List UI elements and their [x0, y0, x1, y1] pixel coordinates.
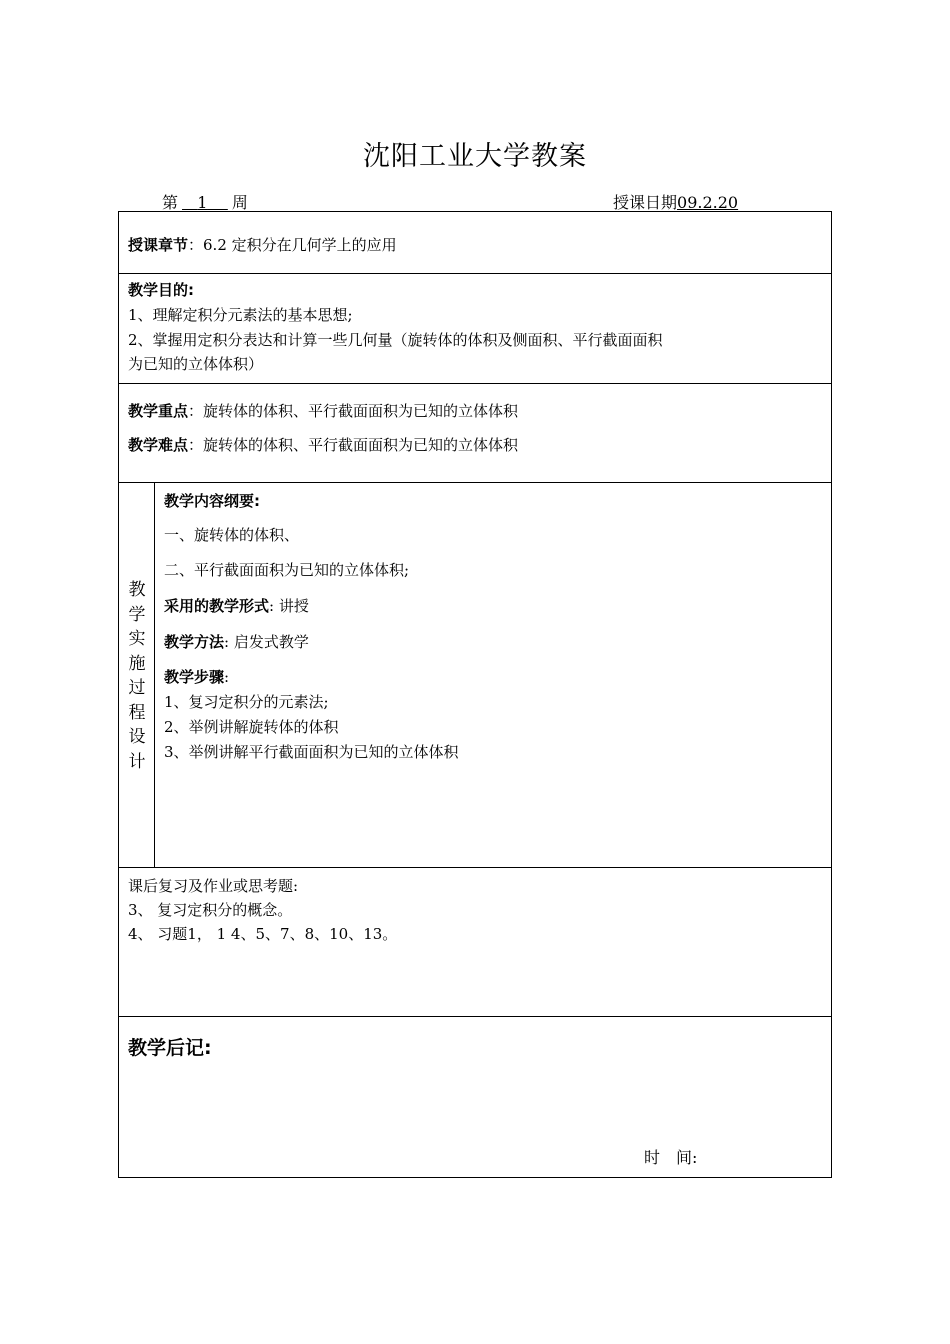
- postscript-row: [119, 1017, 831, 1177]
- date-line: [613, 190, 738, 213]
- key-points-value: ：旋转体的体积、平行截面面积为已知的立体体积: [188, 402, 519, 420]
- steps-label: 教学步骤: [164, 668, 225, 686]
- chapter-row: [119, 212, 831, 274]
- outline-label: 教学内容纲要:: [164, 492, 260, 510]
- form-label: 采用的教学形式: [164, 597, 270, 615]
- step-item: 2、举例讲解旋转体的体积: [164, 718, 339, 736]
- objective-item: 为已知的立体体积）: [128, 355, 264, 373]
- key-points-label: 教学重点: [128, 402, 189, 420]
- process-side-label: 教学实施过程设计: [128, 580, 146, 772]
- difficulties-value: ：旋转体的体积、平行截面面积为已知的立体体积: [188, 436, 519, 454]
- week-suffix: 周: [231, 193, 248, 212]
- step-item: 1、复习定积分的元素法;: [164, 693, 329, 711]
- difficulties-label: 教学难点: [128, 436, 189, 454]
- method-value: : 启发式教学: [224, 633, 309, 651]
- outline-item: 一、旋转体的体积、: [164, 526, 300, 544]
- steps-colon: :: [224, 668, 230, 686]
- week-prefix: 第: [162, 193, 179, 212]
- date-label: 授课日期: [613, 193, 678, 212]
- objectives-row: [119, 274, 831, 384]
- date-value: 09.2.20: [677, 193, 739, 212]
- homework-item: 3、 复习定积分的概念。: [128, 901, 293, 919]
- lesson-plan-table: [118, 211, 832, 1178]
- objective-item: 1、理解定积分元素法的基本思想;: [128, 306, 353, 324]
- time-label: 时 间:: [644, 1148, 698, 1167]
- chapter-value: ：6.2 定积分在几何学上的应用: [188, 236, 397, 254]
- form-value: : 讲授: [269, 597, 309, 615]
- week-number: 1: [197, 193, 208, 212]
- step-item: 3、举例讲解平行截面面积为已知的立体体积: [164, 743, 459, 761]
- document-title: 沈阳工业大学教案: [363, 141, 587, 172]
- homework-label: 课后复习及作业或思考题:: [128, 877, 299, 895]
- outline-item: 二、平行截面面积为已知的立体体积;: [164, 561, 410, 579]
- method-label: 教学方法: [164, 633, 225, 651]
- homework-item: 4、 习题1， 1 4、5、7、8、10、13。: [128, 925, 398, 943]
- objectives-label: 教学目的:: [128, 281, 194, 299]
- week-line: [162, 190, 248, 213]
- postscript-label: 教学后记:: [128, 1037, 212, 1059]
- process-side-cell: [119, 483, 155, 867]
- chapter-label: 授课章节: [128, 236, 189, 254]
- process-row: [119, 483, 831, 868]
- objective-item: 2、掌握用定积分表达和计算一些几何量（旋转体的体积及侧面积、平行截面面积: [128, 331, 663, 349]
- homework-row: [119, 868, 831, 1017]
- focus-row: [119, 384, 831, 483]
